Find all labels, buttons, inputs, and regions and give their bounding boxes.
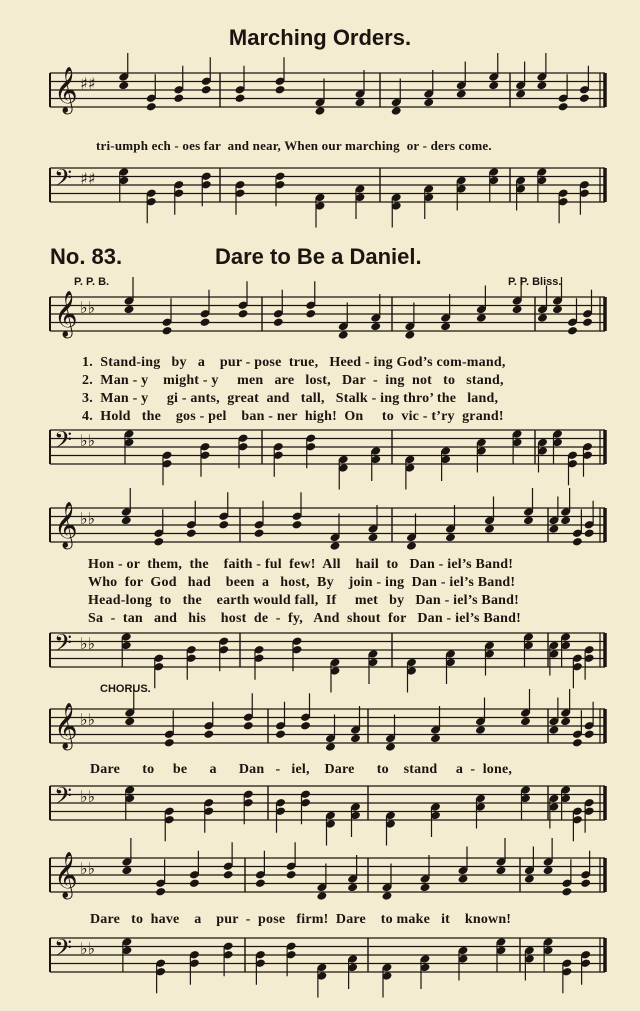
note-head [572, 537, 583, 547]
note-head [203, 729, 214, 739]
note-head [223, 870, 234, 880]
note-head [350, 734, 361, 744]
key-signature-icon: ♭♭ [80, 298, 96, 317]
verse-1-line-2: Hon - or them, the faith - ful few! All hail to Dan - iel’s Band! [88, 557, 514, 572]
note-head [458, 874, 469, 884]
note-head [254, 528, 265, 538]
verse-4-line-2: Sa - tan and his host de - fy, And shout for Dan - iel’s Band! [88, 611, 521, 626]
note-head [476, 313, 487, 323]
note-head [537, 313, 548, 323]
note-head [305, 309, 316, 319]
note-head [484, 524, 495, 534]
note-head [423, 98, 434, 108]
note-head [404, 330, 415, 340]
key-signature-icon: ♯♯ [80, 74, 96, 93]
note-head [561, 887, 572, 897]
note-head [273, 317, 284, 327]
note-head [300, 721, 311, 731]
note-head [238, 309, 249, 319]
note-head [440, 322, 451, 332]
note-head [255, 878, 266, 888]
note-head [292, 520, 303, 530]
note-head [488, 81, 499, 91]
note-head [567, 326, 578, 336]
note-head [347, 883, 358, 893]
note-head [385, 742, 396, 752]
staff-lines [50, 67, 605, 972]
note-head [146, 102, 157, 112]
key-signature-icon: ♭♭ [80, 509, 96, 528]
verse-3-line-1: 3. Man - y gi - ants, great and tall, Stalk - ing thro’ the land, [82, 391, 499, 406]
treble-clef-icon: 𝄞 [54, 67, 78, 113]
treble-clef-icon: 𝄞 [54, 502, 78, 548]
key-signature-icon: ♭♭ [80, 710, 96, 729]
key-signature-icon: ♭♭ [80, 859, 96, 878]
bass-clef-icon: 𝄢 [54, 164, 73, 197]
words-credit: P. P. B. [74, 276, 110, 288]
key-signature-icon: ♭♭ [80, 787, 96, 806]
note-head [189, 878, 200, 888]
note-head [560, 516, 571, 526]
note-head [275, 729, 286, 739]
verse-3-line-2: Head-long to the earth would fall, If met by Dan - iel’s Band! [88, 593, 519, 608]
note-head [124, 305, 135, 315]
note-head [124, 717, 135, 727]
note-head [173, 93, 184, 103]
note-head [445, 533, 456, 543]
note-head [558, 102, 569, 112]
note-head [153, 537, 164, 547]
note-head [582, 317, 593, 327]
note-head [315, 106, 326, 116]
note-head [155, 887, 166, 897]
note-head [536, 81, 547, 91]
note-head [162, 326, 173, 336]
verse-2-line-1: 2. Man - y might - y men are lost, Dar - ing not to stand, [82, 373, 504, 388]
treble-clef-icon: 𝄞 [54, 291, 78, 337]
note-head [235, 93, 246, 103]
note-head [524, 874, 535, 884]
note-head [286, 870, 297, 880]
note-head [580, 878, 591, 888]
hymn-title: Dare to Be a Daniel. [215, 244, 422, 269]
bass-clef-icon: 𝄢 [54, 629, 73, 662]
note-head [200, 317, 211, 327]
note-head [560, 717, 571, 727]
note-head [382, 891, 393, 901]
note-head [543, 866, 554, 876]
note-head [164, 738, 175, 748]
key-signature-icon: ♭♭ [80, 634, 96, 653]
note-head [186, 528, 197, 538]
note-head [475, 725, 486, 735]
key-signature-icon: ♭♭ [80, 939, 96, 958]
note-head [355, 98, 366, 108]
chorus-label: CHORUS. [100, 683, 151, 695]
note-head [406, 541, 417, 551]
treble-clef-icon: 𝄞 [54, 852, 78, 898]
note-head [548, 725, 559, 735]
chorus-line-1: Dare to be a Dan - iel, Dare to stand a - lone, [90, 762, 513, 777]
note-head [456, 89, 467, 99]
note-head [512, 305, 523, 315]
chorus-line-2: Dare to have a pur - pose firm! Dare to make it known! [90, 912, 512, 927]
note-head [496, 866, 507, 876]
bass-clef-icon: 𝄢 [54, 782, 73, 815]
note-head [548, 524, 559, 534]
note-head [520, 717, 531, 727]
key-signature-icon: ♭♭ [80, 431, 96, 450]
note-head [325, 742, 336, 752]
verse-1-line-1: 1. Stand-ing by a pur - pose true, Heed - ing God’s com-mand, [82, 355, 506, 370]
verse-4-line-1: 4. Hold the gos - pel ban - ner high! On to vic - t’ry grand! [82, 409, 504, 424]
bass-clef-icon: 𝄢 [54, 426, 73, 459]
key-signature-icon: ♯♯ [80, 169, 96, 188]
note-head [218, 520, 229, 530]
note-head [515, 89, 526, 99]
hymn-number: No. 83. [50, 244, 123, 269]
prev-hymn-lyric: tri-umph ech - oes far and near, When our marching or - ders come. [96, 138, 492, 153]
verse-2-line-2: Who for God had been a host, By join - ing Dan - iel’s Band! [88, 575, 516, 590]
treble-clef-icon: 𝄞 [54, 703, 78, 749]
note-head [584, 528, 595, 538]
note-head [368, 533, 379, 543]
note-head [275, 85, 286, 95]
note-head [118, 81, 129, 91]
note-head [579, 93, 590, 103]
note-head [121, 866, 132, 876]
note-head [370, 322, 381, 332]
note-head [572, 738, 583, 748]
prev-hymn-title: Marching Orders. [228, 25, 412, 50]
note-head [338, 330, 349, 340]
note-head [420, 883, 431, 893]
music-credit: P. P. Bliss. [508, 276, 562, 288]
note-head [201, 85, 212, 95]
bass-clef-icon: 𝄢 [54, 934, 73, 967]
note-head [430, 734, 441, 744]
note-head [584, 729, 595, 739]
note-head [121, 516, 132, 526]
note-head [243, 721, 254, 731]
note-head [391, 106, 402, 116]
note-head [523, 516, 534, 526]
note-head [552, 305, 563, 315]
note-head [316, 891, 327, 901]
note-head [330, 541, 341, 551]
